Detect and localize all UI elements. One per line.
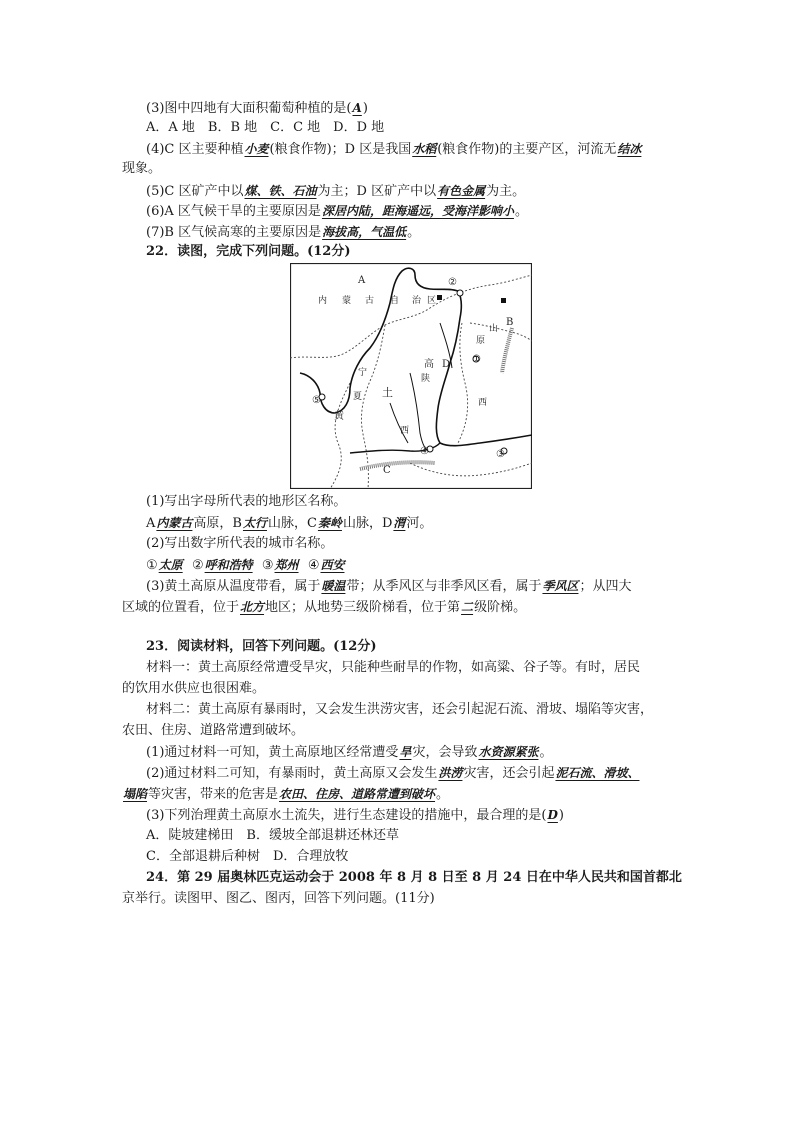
- answer: 旱: [399, 745, 412, 759]
- q21-p4: (4)C 区主要种植小麦(粮食作物)；D 区是我国水稻(粮食作物)的主要产区，河流无结冰: [146, 142, 642, 157]
- answer: 农田、住房、道路常遭到破坏: [279, 787, 436, 801]
- answer: 小麦: [244, 142, 269, 156]
- map-label-c: C: [383, 465, 391, 476]
- map-label-gao: 高: [424, 359, 434, 370]
- q22-p3-cont: 区域的位置看，位于北方地区；从地势三级阶梯看，位于第二级阶梯。: [122, 600, 527, 615]
- answer: 北方: [240, 600, 265, 614]
- q23-p2: (2)通过材料二可知，有暴雨时，黄土高原又会发生洪涝灾害，还会引起泥石流、滑坡、: [146, 766, 640, 781]
- q22-p2-answer: ①太原 ②呼和浩特 ③郑州 ④西安: [146, 558, 345, 573]
- answer: 水稻: [412, 142, 437, 156]
- answer: 秦岭: [317, 516, 342, 530]
- answer: 塌陷: [123, 787, 148, 801]
- map-label-shaan: 陕: [421, 374, 431, 384]
- map-label-zhi: 治: [412, 296, 422, 306]
- answer: 有色金属: [437, 184, 486, 198]
- map-label-huang: 黄: [334, 411, 344, 422]
- map-label-a: A: [358, 275, 366, 286]
- q22-p3: (3)黄土高原从温度带看，属于暖温带；从季风区与非季风区看，属于季风区；从四大: [146, 579, 632, 594]
- q24-line-2: 京举行。读图甲、图乙、图丙，回答下列问题。(11分): [122, 891, 435, 906]
- map-label-d: D: [442, 359, 451, 370]
- map-city-4: ④: [420, 446, 429, 457]
- answer: 季风区: [542, 579, 579, 593]
- q21-p7: (7)B 区气候高寒的主要原因是海拔高，气温低。: [146, 225, 421, 240]
- answer: 二: [461, 600, 474, 614]
- answer: 水资源紧张: [478, 745, 539, 759]
- answer: 暖温: [321, 579, 346, 593]
- q22-p1: (1)写出字母所代表的地形区名称。: [146, 494, 347, 509]
- map-label-qu: 区: [427, 296, 437, 306]
- map-label-ning: 宁: [358, 368, 368, 378]
- answer: 洪涝: [438, 766, 463, 780]
- answer: 郑州: [274, 558, 299, 572]
- answer: 渭: [393, 516, 406, 530]
- q21-p3-options: A．A 地 B．B 地 C．C 地 D．D 地: [146, 120, 385, 135]
- q23-material-1-cont: 的饮用水供应也很困难。: [122, 681, 266, 696]
- q23-material-2: 材料二：黄土高原有暴雨时，又会发生洪涝灾害，还会引起泥石流、滑坡、塌陷等灾害，: [146, 702, 654, 717]
- q21-p6: (6)A 区气候干旱的主要原因是深居内陆，距海遥远，受海洋影响小。: [146, 204, 528, 219]
- answer: 海拔高，气温低: [322, 225, 407, 239]
- answer: A: [352, 101, 362, 115]
- q23-p1: (1)通过材料一可知，黄土高原地区经常遭受旱灾，会导致水资源紧张。: [146, 745, 553, 760]
- map-city-2: ②: [448, 277, 457, 288]
- loess-plateau-map: [290, 263, 532, 489]
- q21-p5: (5)C 区矿产中以煤、铁、石油为主；D 区矿产中以有色金属为主。: [146, 184, 526, 199]
- q22-title: 22．读图，完成下列问题。(12分): [146, 244, 351, 259]
- answer: 西安: [320, 558, 345, 572]
- map-label-xia: 夏: [353, 392, 363, 402]
- q23-material-2-cont: 农田、住房、道路常遭到破坏。: [122, 723, 305, 738]
- answer: 煤、铁、石油: [244, 184, 317, 198]
- map-label-gu: 古: [365, 296, 375, 306]
- q22-p2: (2)写出数字所代表的城市名称。: [146, 536, 334, 551]
- map-label-meng: 蒙: [342, 296, 352, 306]
- q21-p3: (3)图中四地有大面积葡萄种植的是(A): [146, 101, 368, 116]
- map-label-shan: 山: [489, 324, 499, 334]
- map-label-yuan: 原: [476, 336, 486, 346]
- q23-options-ab: A．陡坡建梯田 B．缓坡全部退耕还林还草: [146, 828, 399, 843]
- answer: 泥石流、滑坡、: [555, 766, 640, 780]
- q23-material-1: 材料一：黄土高原经常遭受旱灾，只能种些耐旱的作物，如高粱、谷子等。有时，居民: [146, 660, 641, 675]
- answer: 太原: [158, 558, 183, 572]
- q22-p1-answer: A内蒙古高原，B太行山脉，C秦岭山脉，D渭河。: [146, 516, 433, 531]
- map-label-xi2: 西: [400, 426, 410, 436]
- map-label-zi: 自: [390, 296, 400, 306]
- q23-options-cd: C．全部退耕后种树 D．合理放牧: [146, 849, 349, 864]
- q23-title: 23．阅读材料，回答下列问题。(12分): [146, 639, 377, 654]
- answer: D: [547, 808, 558, 822]
- map-label-b: B: [506, 317, 514, 328]
- answer: 结冰: [617, 142, 642, 156]
- answer: 呼和浩特: [204, 558, 253, 572]
- map-city-3: ③: [496, 449, 505, 460]
- answer: 内蒙古: [156, 516, 193, 530]
- answer: 深居内陆，距海遥远，受海洋影响小: [321, 204, 514, 218]
- q23-p3: (3)下列治理黄土高原水土流失，进行生态建设的措施中，最合理的是(D): [146, 808, 564, 823]
- q21-p4-cont: 现象。: [122, 161, 162, 176]
- map-label-tu: 土: [382, 386, 393, 399]
- map-city-5: ⑤: [312, 395, 321, 406]
- map-label-xi1: 西: [478, 398, 488, 408]
- map-city-1: ①: [472, 354, 481, 365]
- map-label-nei: 内: [318, 296, 328, 306]
- q24-line-1: 24．第 29 届奥林匹克运动会于 2008 年 8 月 8 日至 8 月 24 日在中华人民共和国首都北: [146, 870, 682, 885]
- q23-p2-cont: 塌陷等灾害，带来的危害是农田、住房、道路常遭到破坏。: [123, 787, 450, 802]
- answer: 太行: [242, 516, 267, 530]
